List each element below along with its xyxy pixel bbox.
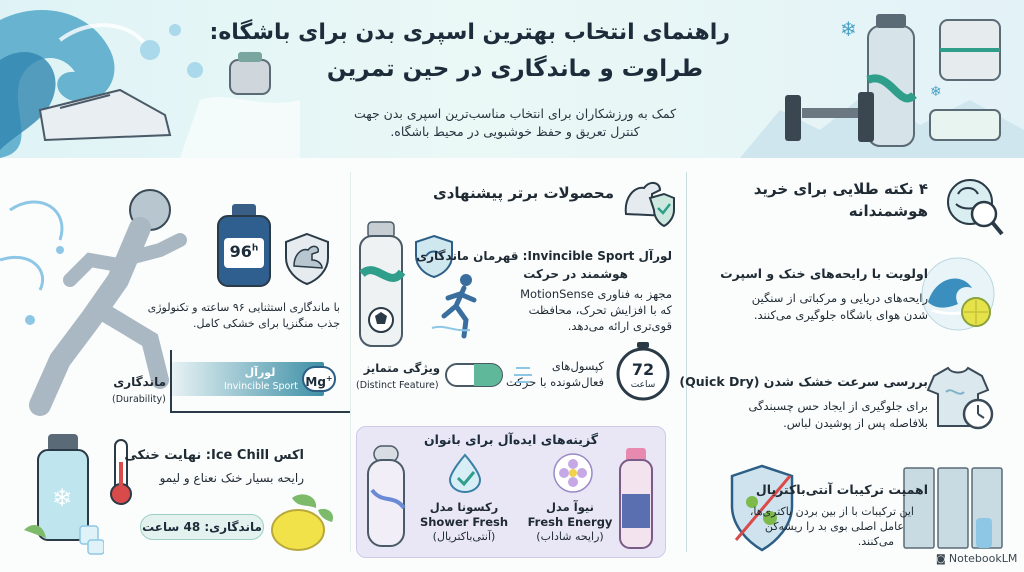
women-item-1-name1: نیوآ مدل — [546, 500, 594, 514]
tip-2-desc-line2: بلافاصله پس از پوشیدن لباس. — [783, 416, 928, 430]
products-title: محصولات برتر پیشنهادی — [432, 184, 614, 202]
feature-label: ویژگی متمایز — [363, 361, 440, 375]
tips-title-line2: هوشمندانه — [848, 202, 928, 220]
tip-3-desc-line1: این ترکیبات با از بین بردن باکتری‌ها، — [749, 505, 914, 518]
spray-dumbbell-illustration — [740, 0, 1024, 158]
feature-text-line2: فعال‌شونده با حرکت — [506, 375, 604, 389]
tip-1-title: اولویت با رایحه‌های خنک و اسپرت — [720, 266, 928, 281]
subtitle-line1: کمک به ورزشکاران برای انتخاب مناسب‌ترین اسپری بدن جهت — [353, 106, 677, 121]
durability-badge-unit: h — [251, 243, 259, 254]
bar-baseline — [170, 411, 350, 413]
feature-label-en: (Distinct Feature) — [356, 380, 439, 391]
tip-3-title: اهمیت ترکیبات آنتی‌باکتریال — [755, 482, 928, 497]
shirt-stopwatch-icon — [918, 356, 1000, 438]
bar-label: ماندگاری — [113, 375, 166, 389]
axe-title: اکس Ice Chill: نهایت خنکی — [124, 448, 304, 463]
stopwatch-hours: 72 — [631, 360, 655, 379]
women-item-1-note: (رایحه شاداب) — [536, 530, 604, 543]
motion-lines-icon — [512, 362, 534, 388]
runner-icon — [430, 272, 490, 342]
tip-2-desc-line1: برای جلوگیری از ایجاد حس چسبندگی — [748, 399, 928, 413]
durability-badge — [224, 242, 264, 261]
women-card-title: گزینه‌های ایده‌آل برای بانوان — [423, 432, 599, 447]
rexona-bottle-icon — [364, 444, 408, 550]
axe-desc: رایحه بسیار خنک نعناع و لیمو — [159, 471, 304, 485]
header-banner — [0, 0, 1024, 158]
tips-column — [679, 170, 1024, 570]
lemon-mint-icon — [262, 490, 342, 556]
magnesium-badge-sup: + — [325, 374, 333, 383]
svg-text:❄: ❄ — [930, 84, 942, 100]
tip-3-desc-line2: عامل اصلی بوی بد را ریشه‌کن — [764, 520, 904, 533]
main-product-name-line1: لورآل Invincible Sport: قهرمان ماندگاری — [416, 249, 672, 263]
main-product-desc-line3: قوی‌تری ارائه می‌دهد. — [567, 319, 672, 333]
muscle-shield-icon — [282, 232, 332, 286]
flower-icon — [552, 452, 594, 494]
tip-3-desc-line3: می‌کنند. — [857, 535, 894, 548]
feature-text-line1: کپسول‌های — [551, 359, 604, 373]
main-product-desc-line1: مجهز به فناوری MotionSense — [520, 287, 672, 301]
women-item-1-name2: Fresh Energy — [527, 515, 613, 529]
axe-durability-pill: ماندگاری: 48 ساعت — [140, 514, 264, 540]
page-title-line2: طراوت و ماندگاری در حین تمرین — [326, 56, 704, 82]
women-item-2-name2: Shower Fresh — [419, 515, 509, 529]
notebook-icon: ◙ — [936, 554, 949, 565]
durability-text-line2: جذب منگنزیا برای خشکی کامل. — [193, 317, 340, 330]
women-item-2-note: (آنتی‌باکتریال) — [432, 530, 496, 543]
drop-check-icon — [444, 452, 486, 494]
svg-text:❄: ❄ — [840, 17, 857, 41]
tip-1-desc-line2: شدن هوای باشگاه جلوگیری می‌کنند. — [753, 308, 928, 322]
invincible-sport-can — [356, 220, 406, 350]
muscle-shield-icon — [620, 176, 676, 228]
bar-brand: لورآل — [244, 366, 276, 379]
women-item-2-name1: رکسونا مدل — [429, 500, 499, 514]
footer-brand-label: NotebookLM — [948, 552, 1018, 565]
main-product-desc-line2: که با افزایش تحرک، محافظت — [528, 303, 672, 317]
durability-badge-value: 96 — [229, 242, 252, 261]
wave-lemon-icon — [918, 254, 1000, 336]
magnesium-badge — [302, 366, 336, 392]
subtitle-line2: کنترل تعریق و حفظ خوشبویی در محیط باشگاه. — [390, 124, 640, 139]
capsule-icon — [444, 360, 506, 390]
tip-2-title: بررسی سرعت خشک شدن (Quick Dry) — [679, 374, 928, 389]
column-divider — [686, 172, 687, 552]
brain-magnifier-icon — [940, 174, 1008, 238]
nivea-bottle-icon — [614, 446, 658, 552]
magnesium-badge-symbol: Mg — [305, 375, 326, 389]
tip-1-desc-line1: رایحه‌های دریایی و مرکباتی از سنگین — [751, 291, 928, 305]
svg-text:❄: ❄ — [52, 484, 73, 512]
ice-chill-bottle-icon — [24, 430, 104, 556]
column-divider — [350, 172, 351, 552]
main-product-name-line2: هوشمند در حرکت — [523, 267, 628, 281]
stopwatch-unit: ساعت — [630, 380, 656, 390]
durability-text-line1: با ماندگاری استثنایی ۹۶ ساعته و تکنولوژی — [147, 301, 340, 314]
page-title-line1: راهنمای انتخاب بهترین اسپری بدن برای باشگاه: — [209, 20, 730, 45]
tips-title-line1: ۴ نکته طلایی برای خرید — [753, 180, 928, 198]
footer-brand — [936, 552, 1017, 565]
bar-label-en: (Durability) — [112, 394, 166, 405]
bar-product: Invincible Sport — [223, 381, 298, 392]
